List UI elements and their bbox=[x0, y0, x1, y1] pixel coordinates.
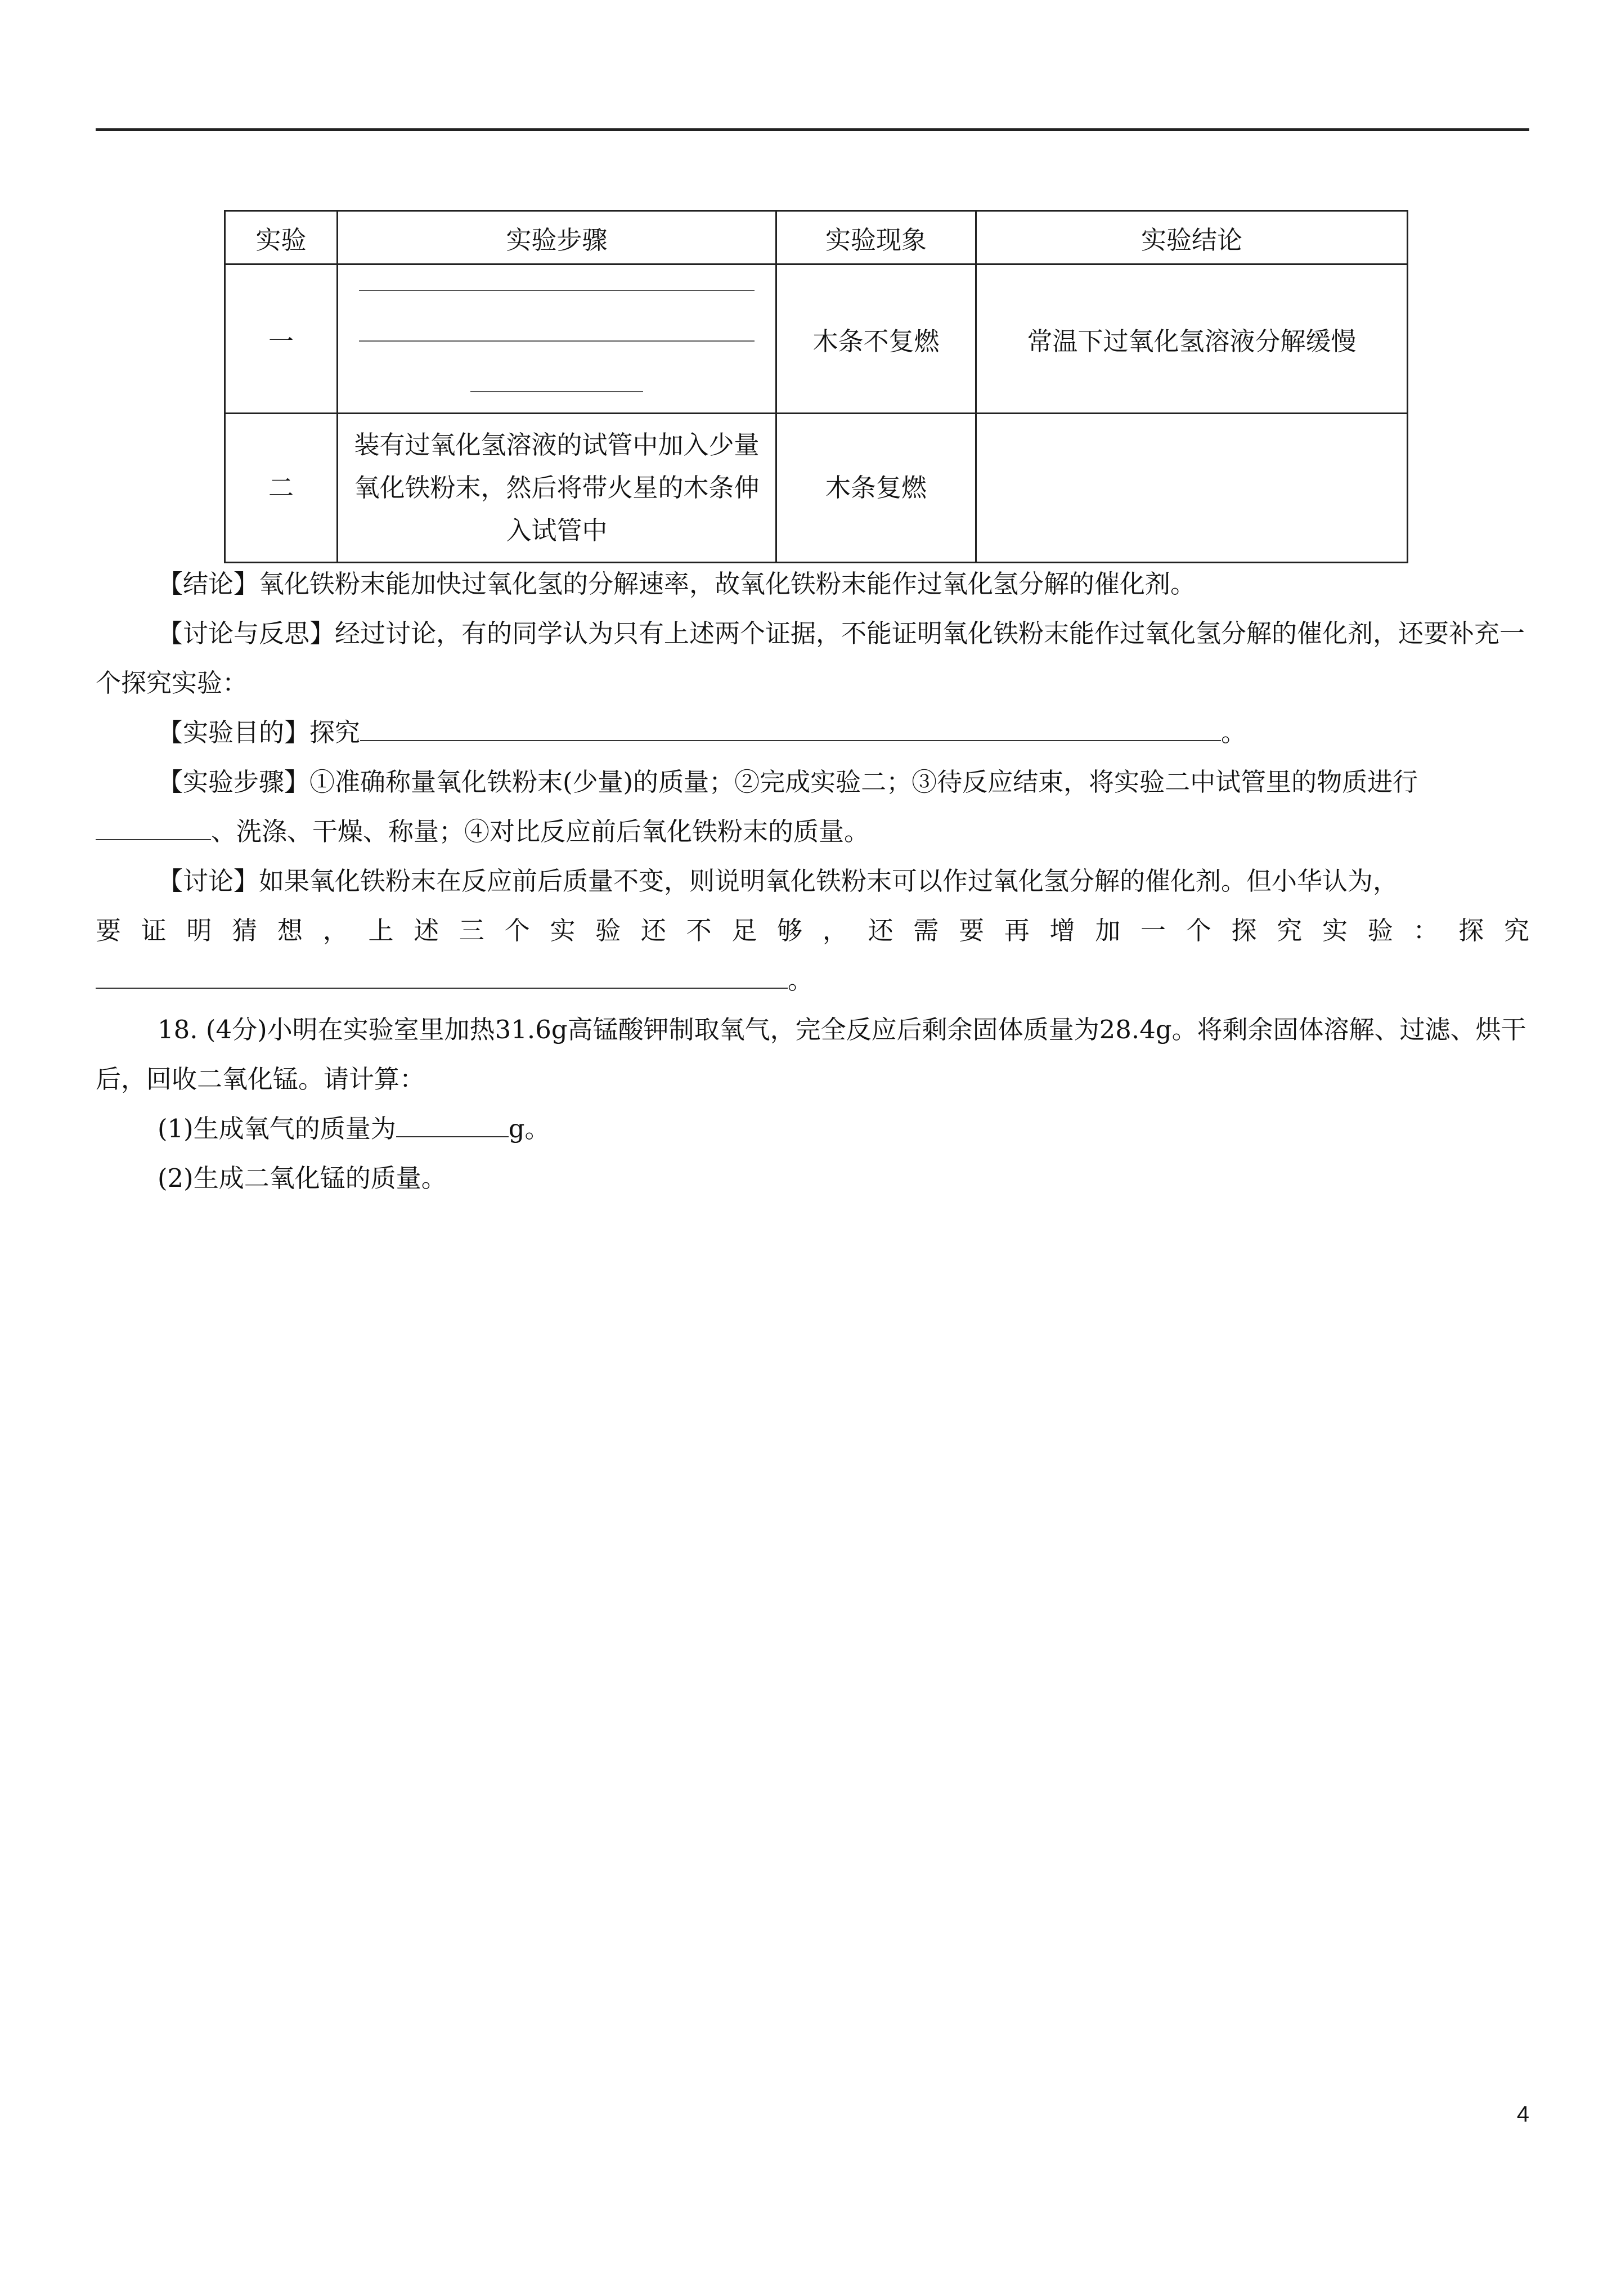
purpose-paragraph bbox=[96, 708, 1529, 757]
header-rule bbox=[96, 128, 1529, 131]
experiment-id: 一 bbox=[225, 264, 338, 414]
question-18 bbox=[96, 1005, 1529, 1104]
steps-part1: 【实验步骤】①准确称量氧化铁粉末(少量)的质量；②完成实验二；③待反应结束，将实验二中试管里的物质进行 bbox=[158, 767, 1418, 797]
question-18-text: (4分)小明在实验室里加热31.6g高锰酸钾制取氧气，完全反应后剩余固体质量为28.4g。将剩余固体溶解、过滤、烘干后，回收二氧化锰。请计算： bbox=[96, 1015, 1526, 1094]
sub1-prefix: (1)生成氧气的质量为 bbox=[158, 1114, 396, 1143]
steps-part2: 、洗涤、干燥、称量；④对比反应前后氧化铁粉末的质量。 bbox=[211, 817, 870, 846]
discussion-line-3 bbox=[96, 956, 1529, 1005]
steps-answer-blank[interactable] bbox=[338, 264, 776, 414]
steps-answer-blank[interactable] bbox=[96, 814, 211, 840]
phenomenon-cell: 木条不复燃 bbox=[776, 264, 976, 414]
table-header-row bbox=[225, 211, 1408, 264]
steps-cell: 装有过氧化氢溶液的试管中加入少量氧化铁粉末，然后将带火星的木条伸入试管中 bbox=[338, 414, 776, 563]
phenomenon-cell: 木条复燃 bbox=[776, 414, 976, 563]
question-18-sub1 bbox=[96, 1104, 1529, 1154]
table-header-cell: 实验结论 bbox=[976, 211, 1408, 264]
discussion-reflection-paragraph: 【讨论与反思】经过讨论，有的同学认为只有上述两个证据，不能证明氧化铁粉末能作过氧化氢分解的催化剂，还要补充一个探究实验： bbox=[96, 618, 1525, 698]
question-number: 18. bbox=[158, 1015, 198, 1044]
discussion-answer-blank[interactable] bbox=[96, 963, 788, 989]
oxygen-mass-blank[interactable] bbox=[396, 1111, 509, 1137]
table-header-cell: 实验现象 bbox=[776, 211, 976, 264]
discussion-line-1: 【讨论】如果氧化铁粉末在反应前后质量不变，则说明氧化铁粉末可以作过氧化氢分解的催化剂。但小华认为， bbox=[158, 866, 1399, 896]
table-row bbox=[225, 264, 1408, 414]
experiment-table bbox=[224, 210, 1408, 563]
conclusion-answer-blank[interactable] bbox=[976, 414, 1408, 563]
conclusion-paragraph: 【结论】氧化铁粉末能加快过氧化氢的分解速率，故氧化铁粉末能作过氧化氢分解的催化剂。 bbox=[158, 569, 1196, 599]
table-header-cell: 实验 bbox=[225, 211, 338, 264]
table-header-cell: 实验步骤 bbox=[338, 211, 776, 264]
purpose-answer-blank[interactable] bbox=[360, 715, 1221, 741]
question-body bbox=[96, 559, 1529, 1203]
discussion-line-2: 要证明猜想，上述三个实验还不足够，还需要再增加一个探究实验：探究 bbox=[96, 916, 1529, 945]
sub1-suffix: g。 bbox=[508, 1114, 550, 1143]
experiment-id: 二 bbox=[225, 414, 338, 563]
table-row bbox=[225, 414, 1408, 563]
page-number: 4 bbox=[1516, 2102, 1529, 2127]
answer-blank-line bbox=[359, 340, 755, 342]
question-18-sub2: (2)生成二氧化锰的质量。 bbox=[158, 1163, 447, 1193]
answer-blank-line bbox=[470, 391, 644, 392]
steps-paragraph bbox=[96, 757, 1529, 856]
purpose-prefix: 【实验目的】探究 bbox=[158, 718, 361, 747]
purpose-suffix: 。 bbox=[1221, 718, 1247, 747]
answer-blank-line bbox=[359, 290, 755, 291]
discussion-suffix: 。 bbox=[788, 965, 814, 995]
conclusion-cell: 常温下过氧化氢溶液分解缓慢 bbox=[976, 264, 1408, 414]
